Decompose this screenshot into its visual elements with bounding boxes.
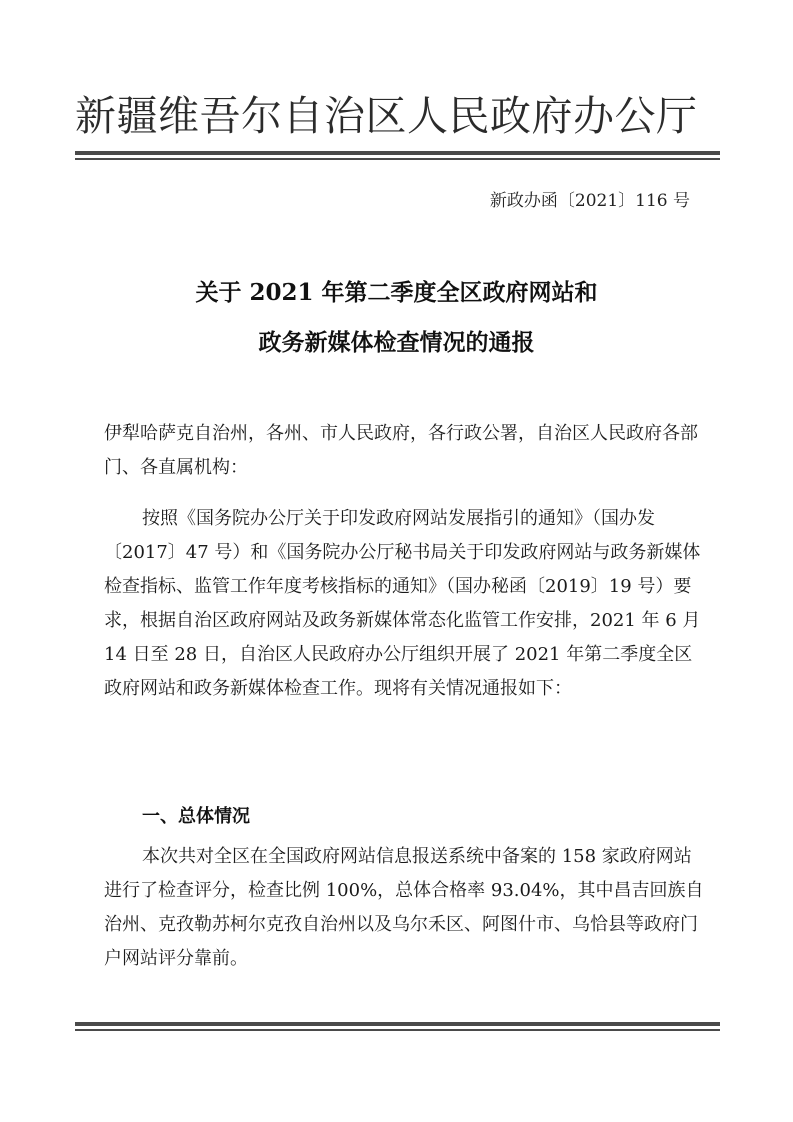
salutation: 伊犁哈萨克自治州，各州、市人民政府，各行政公署，自治区人民政府各部门、各直属机构： [104,423,698,478]
document-title-line-2: 政务新媒体检查情况的通报 [258,329,535,356]
paragraph-intro: 按照《国务院办公厅关于印发政府网站发展指引的通知》（国办发〔2017〕47 号）和《国务院办公厅秘书局关于印发政府网站与政务新媒体检查指标、监管工作年度考核指标的通知》（国办秘函〔2019〕19 号）要求，根据自治区政府网站及政务新媒体常态化监管工作安排，2021 年 6 月 14 日至 28 日，自治区人民政府办公厅组织开展了 2021 年第二季度全区政府网站和政务新媒体检查工作。现将有关情况通报如下： [104,508,701,699]
document-number: 新政办函〔2021〕116 号 [489,191,690,211]
header-rule-thick [75,151,720,155]
footer-rule-thin [75,1029,720,1031]
paragraph-overall: 本次共对全区在全国政府网站信息报送系统中备案的 158 家政府网站进行了检查评分，检查比例 100%，总体合格率 93.04%，其中昌吉回族自治州、克孜勒苏柯尔克孜自治州以及乌尔禾区、阿图什市、乌恰县等政府门户网站评分靠前。 [104,846,704,969]
header-rule-thin [75,158,720,160]
document-title-line-1: 关于 2021 年第二季度全区政府网站和 [195,279,598,306]
footer-rule-thick [75,1022,720,1026]
section-heading-overall: 一、总体情况 [142,806,250,827]
issuer-header: 新疆维吾尔自治区人民政府办公厅 [75,92,698,140]
